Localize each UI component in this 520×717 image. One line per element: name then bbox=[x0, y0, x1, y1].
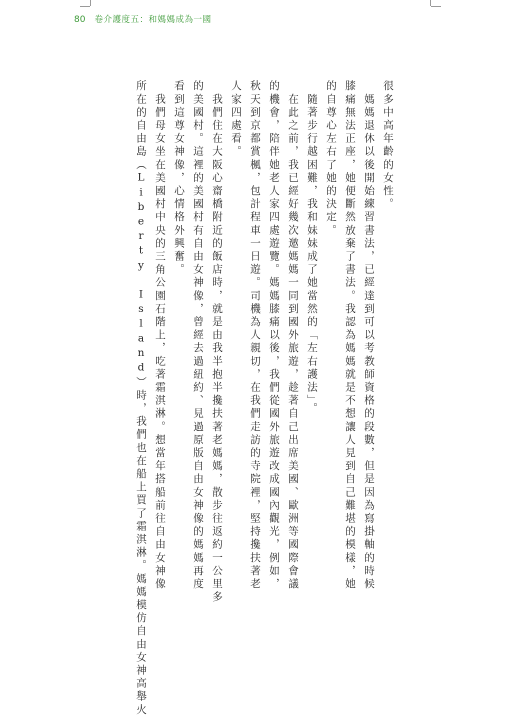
crop-mark-top-left-v bbox=[90, 0, 91, 6]
text-column: 很多中高年齡的女性。 bbox=[382, 80, 394, 211]
text-column: 看到這尊女神像，心情格外興奮。 bbox=[173, 80, 185, 277]
text-column: 我們母女坐在美國村中央的三角公園石階上，吃著霜淇淋。想當年搭船前往自由女神像 bbox=[154, 80, 166, 591]
text-column: 我們住在大阪心齋橋附近的飯店時，就是由我半抱半攙扶著老媽媽，散步往返約一公里多 bbox=[211, 80, 223, 604]
crop-mark-top-left-h bbox=[80, 6, 90, 7]
page-number: 80 bbox=[74, 14, 86, 25]
page-header bbox=[74, 13, 211, 27]
text-column: 媽媽退休以後開始練習書法，已經達到可以考教師資格的段數，但是因為寫掛軸的時候 bbox=[363, 80, 375, 591]
text-column: 的機會，陪伴她老人家四處遊覽。媽媽膝痛以後，我們從國外旅遊改成國內觀光，例如， bbox=[268, 80, 280, 591]
text-column: 在此之前，我已經好幾次邀媽媽一同到國外旅遊，趁著自己出席美國、歐洲等國際會議 bbox=[287, 80, 299, 591]
running-title: 卷介護度五：和媽媽成為一國 bbox=[94, 14, 212, 25]
vertical-text-block bbox=[130, 80, 395, 717]
crop-mark-top-right-h bbox=[431, 6, 441, 7]
text-column: 膝痛無法正座，她便斷然放棄了書法。我認為媽媽就是不想讓人見到自己難堪的模樣，她 bbox=[344, 80, 356, 591]
text-column: 的自尊心左右了她的決定。 bbox=[325, 80, 337, 238]
text-column: 秋天到京都賞楓，包計程車一日遊。司機為人親切，在我們走訪的寺院裡，堅持攙扶著老 bbox=[249, 80, 261, 591]
text-column: 人家四處看。 bbox=[230, 80, 242, 159]
text-column: 的美國村。這裡的美國村有自由女神像，曾經去過紐約、見過原版自由女神像的媽媽再度 bbox=[192, 80, 204, 591]
text-column: 隨著步行越困難，我和妹妹成了她當然的「左右護法」。 bbox=[306, 80, 318, 416]
text-column: 所在的自由島（Liberty Island）時，我們也在船上買了霜淇淋。媽媽模仿自由女神高舉火 bbox=[135, 80, 147, 717]
